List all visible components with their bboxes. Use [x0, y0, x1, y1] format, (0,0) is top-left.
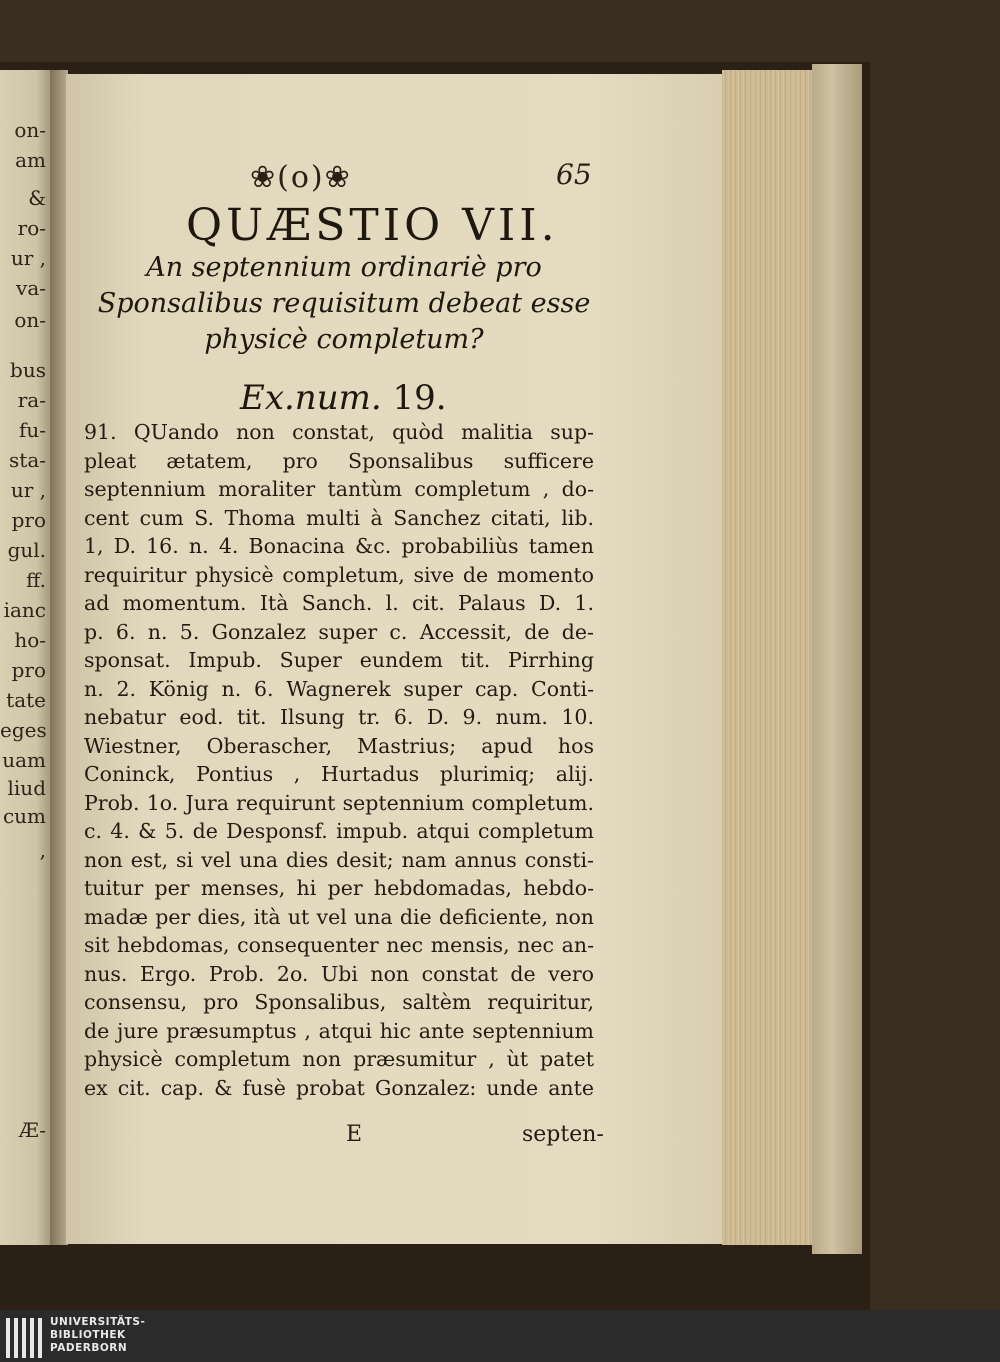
body-line: nus. Ergo. Prob. 2o. Ubi non constat de vero: [84, 961, 594, 986]
library-logo-text: UNIVERSITÄTS- BIBLIOTHEK PADERBORN: [50, 1316, 146, 1354]
left-page-fragment: ur ,: [10, 246, 46, 270]
body-line: madæ per dies, ità ut vel una die deficiente, non: [84, 904, 594, 929]
body-text: [84, 418, 594, 1102]
body-line: septennium moraliter tantùm completum , do-: [84, 477, 594, 501]
body-line: n. 2. König n. 6. Wagnerek super cap. Conti-: [84, 676, 594, 701]
left-page-fragment: am: [15, 148, 46, 172]
header-ornament: ❀(o)❀: [250, 160, 352, 195]
left-page-fragment: fu-: [18, 418, 46, 442]
left-page-fragment: ur ,: [10, 478, 46, 502]
body-line: sit hebdomas, consequenter nec mensis, nec an-: [84, 933, 594, 957]
left-page-fragment: pro: [11, 658, 46, 682]
left-page-fragment: va-: [16, 276, 46, 300]
left-page-edge: [0, 70, 52, 1245]
left-page-fragment: sta-: [9, 448, 46, 472]
body-line: 1, D. 16. n. 4. Bonacina &c. probabiliùs tamen: [84, 534, 594, 558]
body-line: sponsat. Impub. Super eundem tit. Pirrhing: [84, 648, 594, 672]
left-page-fragment: ro-: [17, 216, 46, 240]
body-line: physicè completum non præsumitur , ùt patet: [84, 1047, 594, 1071]
section-number: 19.: [392, 378, 447, 418]
body-line: ex cit. cap. & fusè probat Gonzalez: unde ante: [84, 1075, 594, 1100]
section-label: Ex.num.: [240, 378, 382, 418]
left-page-fragment: gul.: [7, 538, 46, 562]
left-page-fragment: eges: [0, 718, 47, 742]
question-subtitle: An septennium ordinariè pro Sponsalibus requisitum debeat esse physicè completum?: [97, 252, 591, 355]
body-line: c. 4. & 5. de Desponsf. impub. atqui completum: [84, 819, 594, 843]
body-line: nebatur eod. tit. Ilsung tr. 6. D. 9. num. 10.: [84, 705, 594, 729]
body-line: p. 6. n. 5. Gonzalez super c. Accessit, de de-: [84, 619, 594, 644]
left-page-fragment: tate: [6, 688, 46, 712]
left-page-fragment: uam: [2, 748, 46, 772]
question-title: QUÆSTIO VII.: [186, 200, 559, 251]
body-line: pleat ætatem, pro Sponsalibus sufficere: [84, 448, 594, 473]
left-page-fragment: cum: [2, 804, 46, 828]
book-cover-edge: [812, 64, 862, 1254]
body-line: cent cum S. Thoma multi à Sanchez citati, lib.: [84, 505, 594, 530]
left-page-fragment: bus: [10, 358, 46, 382]
body-line: Coninck, Pontius , Hurtadus plurimiq; alij.: [84, 762, 594, 786]
left-page-fragment: liud: [7, 776, 46, 800]
left-page-fragment: Æ-: [18, 1118, 46, 1142]
page-edges: [722, 70, 818, 1245]
left-page-fragment: ,: [39, 838, 46, 862]
library-footer: [0, 1310, 1000, 1362]
page-number: 65: [556, 158, 592, 191]
left-page-fragment: pro: [11, 508, 46, 532]
body-line: de jure præsumptus , atqui hic ante septennium: [84, 1018, 594, 1043]
left-page-fragment: on-: [14, 308, 46, 332]
body-line: Prob. 1o. Jura requirunt septennium completum.: [84, 790, 594, 815]
left-page-fragment: ho-: [14, 628, 46, 652]
left-page-fragment: ff.: [26, 568, 46, 592]
left-page-fragment: ianc: [3, 598, 46, 622]
left-page-fragment: ra-: [17, 388, 46, 412]
body-line: non est, si vel una dies desit; nam annus consti-: [84, 847, 594, 872]
body-line: ad momentum. Ità Sanch. l. cit. Palaus D. 1.: [84, 591, 594, 615]
signature-mark: E: [346, 1122, 363, 1147]
body-line: consensu, pro Sponsalibus, saltèm requiritur,: [84, 990, 594, 1014]
catchword: septen-: [522, 1122, 604, 1147]
library-logo-icon: [6, 1318, 42, 1358]
left-page-fragment: &: [28, 186, 46, 210]
left-page-fragment: on-: [14, 118, 46, 142]
section-heading: [240, 378, 447, 418]
body-line: requiritur physicè completum, sive de momento: [84, 562, 594, 587]
body-line: 91. QUando non constat, quòd malitia sup-: [84, 420, 594, 444]
body-line: tuitur per menses, hi per hebdomadas, hebdo-: [84, 876, 594, 900]
body-line: Wiestner, Oberascher, Mastrius; apud hos: [84, 733, 594, 758]
